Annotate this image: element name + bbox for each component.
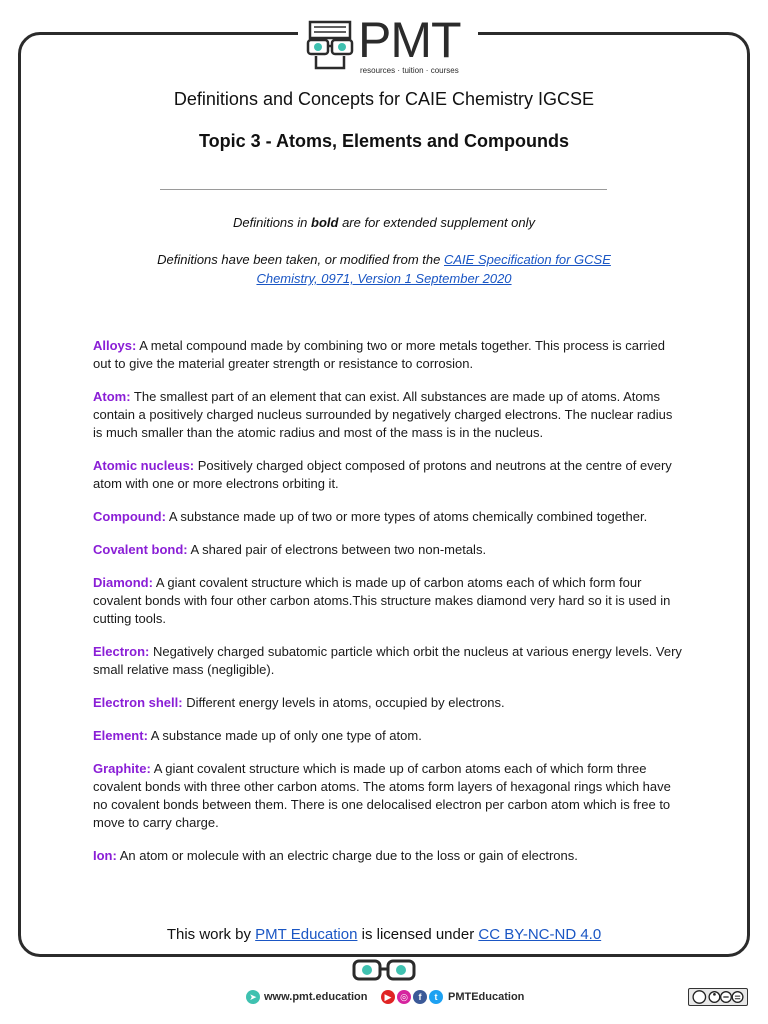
definition-term: Electron shell: (93, 695, 183, 710)
cc-license-link[interactable]: CC BY-NC-ND 4.0 (478, 926, 602, 943)
definition-text: A giant covalent structure which is made up of carbon atoms each of which form three covalent bonds with three other carbon atoms. The atoms form layers of hexagonal rings which have no covalent bonds between them. There is one delocalised electron per carbon atom which is free to move to carry charge. (93, 761, 671, 830)
definition-term: Ion: (93, 848, 117, 863)
definition-text: A substance made up of two or more types of atoms chemically combined together. (165, 509, 648, 524)
pmt-education-link[interactable]: PMT Education (255, 926, 358, 943)
logo-tagline: resources · tuition · courses (360, 66, 459, 75)
website-label: www.pmt.education (264, 991, 368, 1003)
definition-text: An atom or molecule with an electric charge due to the loss or gain of electrons. (116, 848, 578, 863)
definition-item (93, 727, 683, 745)
youtube-icon[interactable]: ▶ (381, 990, 395, 1004)
definitions-list (93, 337, 683, 880)
note-text-end: are for extended supplement only (338, 215, 536, 230)
definition-term: Covalent bond: (93, 542, 188, 557)
license-line (0, 926, 768, 943)
definition-item (93, 457, 683, 493)
note-bold: bold (311, 215, 339, 230)
source-note-text: Definitions have been taken, or modified from the (157, 252, 444, 267)
footer (0, 990, 768, 1008)
supplement-note (0, 215, 768, 230)
logo-glasses-icon (304, 20, 356, 70)
cursor-icon: ➤ (246, 990, 260, 1004)
definition-text: A metal compound made by combining two or more metals together. This process is carried out to give the material greater strength or resistance to corrosion. (93, 338, 666, 371)
definition-item (93, 508, 683, 526)
definition-item (93, 541, 683, 559)
definition-term: Compound: (93, 509, 166, 524)
social-handle: PMTEducation (448, 991, 525, 1003)
footer-social (381, 990, 524, 1004)
definition-item (93, 337, 683, 373)
definition-item (93, 847, 683, 865)
definition-text: A giant covalent structure which is made up of carbon atoms each of which form four covalent bonds with four other carbon atoms.This structure makes diamond very hard so it is used in cutting tools. (93, 575, 671, 626)
definition-term: Alloys: (93, 338, 137, 353)
license-text-mid: is licensed under (357, 926, 479, 943)
instagram-icon[interactable]: ◎ (397, 990, 411, 1004)
twitter-icon[interactable]: t (429, 990, 443, 1004)
definition-term: Atom: (93, 389, 131, 404)
glasses-icon (350, 957, 418, 983)
definition-term: Electron: (93, 644, 150, 659)
definition-term: Atomic nucleus: (93, 458, 195, 473)
pmt-logo (298, 14, 478, 74)
definition-term: Element: (93, 728, 148, 743)
license-text: This work by (166, 926, 256, 943)
definition-text: Negatively charged subatomic particle which orbit the nucleus at various energy levels. Very small relative mass (negligible). (93, 644, 682, 677)
specification-link[interactable]: CAIE Specification for GCSE Chemistry, 0971, Version 1 September 2020 (256, 252, 611, 286)
definition-text: A shared pair of electrons between two non-metals. (187, 542, 487, 557)
definition-text: Different energy levels in atoms, occupied by electrons. (182, 695, 505, 710)
logo-text: PMT (358, 12, 461, 68)
facebook-icon[interactable]: f (413, 990, 427, 1004)
definition-term: Graphite: (93, 761, 151, 776)
footer-website[interactable] (246, 990, 368, 1004)
definition-item (93, 574, 683, 628)
source-note (140, 250, 628, 288)
note-text: Definitions in (232, 215, 312, 230)
document-subtitle: Topic 3 - Atoms, Elements and Compounds (198, 131, 570, 151)
definition-text: Positively charged object composed of protons and neutrons at the centre of every atom with one or more electrons orbiting it. (93, 458, 672, 491)
definition-term: Diamond: (93, 575, 153, 590)
definition-item (93, 388, 683, 442)
document-title: Definitions and Concepts for CAIE Chemistry IGCSE (173, 89, 595, 109)
definition-text: A substance made up of only one type of atom. (147, 728, 422, 743)
definition-item (93, 694, 683, 712)
definition-item (93, 760, 683, 832)
definition-text: The smallest part of an element that can exist. All substances are made up of atoms. Atoms contain a positively charged nucleus surrounded by negatively charged electrons. The nuclear radius is much smaller than the atomic radius and most of the mass is in the nucleus. (93, 389, 673, 440)
divider (160, 189, 607, 190)
definition-item (93, 643, 683, 679)
cc-license-badge-icon[interactable] (688, 988, 748, 1006)
